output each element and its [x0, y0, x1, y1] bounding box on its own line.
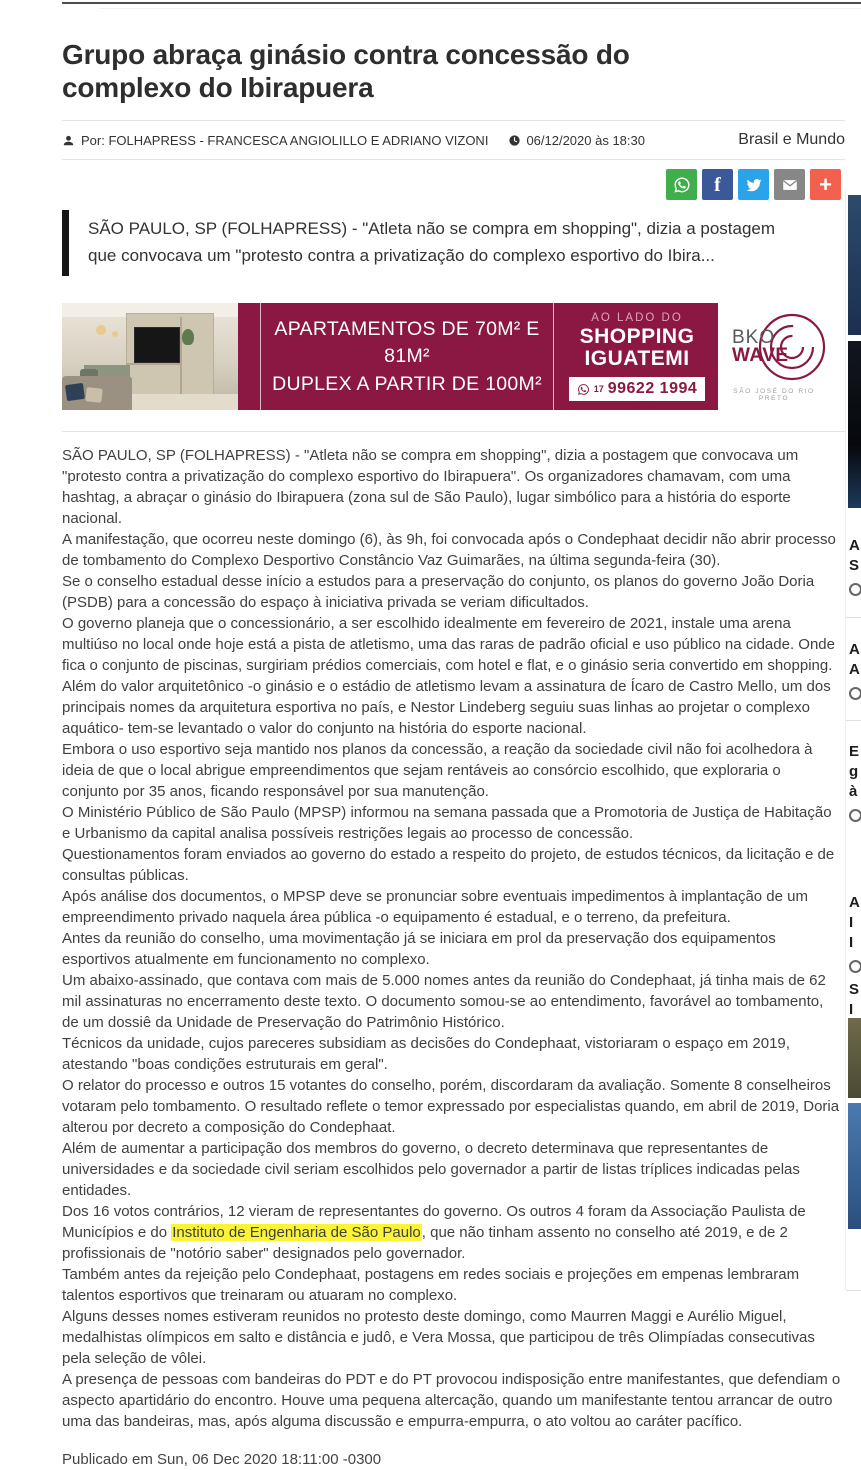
headline-fragment-line: I — [849, 914, 854, 931]
ad-brand-logo — [718, 303, 830, 410]
sidebar-thumbnail[interactable] — [848, 1103, 861, 1229]
author-icon — [62, 134, 75, 147]
photo-detail — [96, 325, 106, 335]
headline-fragment-line: S — [849, 981, 860, 998]
article-paragraph: A presença de pessoas com bandeiras do PDT e do PT provocou indisposição entre manifestantes, que defendiam o aspecto apartidário do encontro. Houve uma pequena altercação, quando um manifestante tentou arrancar de outro uma das bandeiras, mas, após alguma discussão e empurra-empurra, o ato voltou ao caráter pacífico. — [62, 1371, 841, 1431]
publish-datetime: 06/12/2020 às 18:30 — [526, 132, 645, 148]
article-paragraph: Questionamentos foram enviados ao governo do estado a respeito do projeto, de estudos técnicos, da licitação e de consultas públicas. — [62, 846, 835, 885]
photo-detail — [65, 383, 85, 401]
sidebar-headline-fragment[interactable] — [849, 893, 861, 973]
sidebar-thumbnail[interactable] — [848, 1018, 861, 1098]
headline-fragment-line: S — [849, 557, 860, 574]
photo-detail — [182, 329, 194, 345]
share-more-button[interactable] — [810, 169, 841, 200]
article-paragraph: Embora o uso esportivo seja mantido nos planos da concessão, a reação da sociedade civil não foi acolhedora à ideia de que o local abrigue empreendimentos que sejam rentáveis ao consórcio escolhido, que exploraria o conjunto por 35 anos, ficando responsável por sua manutenção. — [62, 741, 813, 801]
brand-bko: BKO — [732, 327, 776, 349]
headline-fragment-line: à — [849, 783, 858, 800]
share-whatsapp-button[interactable] — [666, 169, 697, 200]
byline-row — [62, 121, 845, 159]
ad-kicker: AO LADO DO — [591, 312, 683, 325]
article-paragraph: O Ministério Público de São Paulo (MPSP) informou na semana passada que a Promotoria de Justiça de Habitação e Urbanismo da capital analisa possíveis restrições legais ao processo de concessão. — [62, 804, 832, 843]
ad-side-panel — [568, 312, 706, 401]
article-paragraph-with-highlight — [62, 1201, 841, 1264]
ad-banner[interactable] — [62, 303, 830, 410]
clock-icon — [849, 687, 861, 700]
ad-shopping-line: SHOPPING — [579, 325, 695, 349]
sidebar-headline-fragment[interactable] — [849, 980, 861, 1020]
headline-fragment-line: g — [849, 763, 859, 780]
ad-photo — [62, 303, 238, 410]
clock-icon — [508, 134, 521, 147]
photo-detail — [134, 327, 180, 363]
article-excerpt: SÃO PAULO, SP (FOLHAPRESS) - "Atleta não se compra em shopping", dizia a postagem que convocava um "protesto contra a privatização do complexo esportivo do Ibira... — [62, 210, 788, 276]
article-paragraph: A manifestação, que ocorreu neste domingo (6), às 9h, foi convocada após o Condephaat decidir não abrir processo de tombamento do Complexo Desportivo Constâncio Vaz Guimarães, na última segunda-feira (30). — [62, 531, 836, 570]
article-paragraph: Um abaixo-assinado, que contava com mais de 5.000 nomes antes da reunião do Condephaat, já tinha mais de 62 mil assinaturas no encerramento deste texto. O documento somou-se ao entendimento, favorável ao tombamento, de um dossiê da Unidade de Preservação do Patrimônio Histórico. — [62, 972, 826, 1032]
sidebar-divider — [846, 720, 861, 721]
paragraph-text: , que não tinham assento no conselho até 2019, e de 2 profissionais de "notório saber" designados pelo governador. — [62, 1224, 788, 1263]
photo-detail — [180, 317, 182, 397]
article-paragraph: Se o conselho estadual desse início a estudos para a preservação do conjunto, os planos do governo João Doria (PSDB) para a concessão do espaço à iniciativa privada se veriam dificultados. — [62, 573, 815, 612]
brand-wordmark — [732, 329, 789, 365]
clock-icon — [849, 960, 861, 973]
whatsapp-icon — [673, 176, 691, 194]
share-facebook-button[interactable] — [702, 169, 733, 200]
share-bar — [62, 169, 841, 200]
article-paragraph: Alguns desses nomes estiveram reunidos no protesto deste domingo, como Maurren Maggi e Aurélio Miguel, medalhistas olímpicos em salto e distância e judô, e Vera Mossa, que participou de três Olimpíadas consecutivas pela seleção de vôlei. — [62, 1308, 815, 1368]
sidebar-thumbnail[interactable] — [848, 341, 861, 508]
article-paragraph: Após análise dos documentos, o MPSP deve se pronunciar sobre eventuais impedimentos à implantação de um empreendimento privado naquela área pública -o equipamento é estadual, e o terreno, da prefeitura. — [62, 888, 808, 927]
sidebar-divider — [846, 617, 861, 618]
published-line: Publicado em Sun, 06 Dec 2020 18:11:00 -0300 — [62, 1451, 382, 1469]
plus-icon: + — [819, 171, 832, 197]
sidebar-thumbnail[interactable] — [848, 195, 861, 335]
headline-fragment-line: E — [849, 743, 860, 760]
ad-iguatemi-line: IGUATEMI — [584, 347, 690, 371]
headline-fragment-line: I — [849, 1001, 854, 1018]
email-icon — [781, 176, 799, 194]
divider — [62, 159, 845, 160]
twitter-icon — [745, 176, 763, 194]
datetime-group — [508, 133, 645, 148]
sidebar-divider — [846, 1290, 861, 1291]
byline: Por: FOLHAPRESS - FRANCESCA ANGIOLILLO E ADRIANO VIZONI — [81, 132, 489, 148]
headline-fragment-line: A — [849, 894, 860, 911]
headline-fragment-line: A — [849, 641, 860, 658]
clock-icon — [849, 583, 861, 596]
article-paragraph: SÃO PAULO, SP (FOLHAPRESS) - "Atleta não se compra em shopping", dizia a postagem que convocava um "protesto contra a privatização do complexo esportivo do Ibirapuera". Os organizadores chamavam, com uma hashtag, a abraçar o ginásio do Ibirapuera (zona sul de São Paulo), lugar simbólico para a história do esporte nacional. — [62, 447, 799, 528]
headline-fragment-line: A — [849, 661, 860, 678]
clock-icon — [849, 809, 861, 822]
share-email-button[interactable] — [774, 169, 805, 200]
ad-headline-line2: DUPLEX A PARTIR DE 100M² — [272, 372, 542, 395]
headline-fragment-line: I — [849, 934, 854, 951]
highlighted-text: Instituto de Engenharia de São Paulo — [172, 1224, 421, 1242]
divider — [62, 431, 845, 432]
share-twitter-button[interactable] — [738, 169, 769, 200]
photo-detail — [126, 363, 180, 365]
article-paragraph: Antes da reunião do conselho, uma movimentação já se iniciara em prol da preservação dos equipamentos esportivos atualmente em funcionamento no complexo. — [62, 930, 776, 969]
paragraph-text: Dos 16 votos contrários, 12 vieram de representantes do governo. Os outros 4 foram da Associação Paulista de Municípios e do — [62, 1203, 806, 1242]
page-title: Grupo abraça ginásio contra concessão do complexo do Ibirapuera — [62, 39, 630, 104]
sidebar-headline-fragment[interactable] — [849, 640, 861, 700]
sidebar-headline-fragment[interactable] — [849, 742, 861, 822]
article-paragraph: Técnicos da unidade, cujos pareceres subsidiam as decisões do Condephaat, vistoriaram o espaço em 2019, atestando "boas condições estruturais em geral". — [62, 1035, 790, 1074]
brand-wave: WAVE — [732, 345, 789, 367]
article-paragraph: O governo planeja que o concessionário, a ser escolhido idealmente em fevereiro de 2021, instale uma arena multiúso no local onde hoje está a pista de atletismo, uma das raras de padrão oficial e uso público na cidade. Onde fica o conjunto de piscinas, surgiriam prédios comerciais, com hotel e flat, e o ginásio seria convertido em shopping. — [62, 615, 835, 675]
article-body — [62, 445, 841, 1470]
ad-phone-box — [569, 377, 706, 401]
ad-phone-ddd: 17 — [593, 384, 604, 395]
sidebar-border — [845, 190, 846, 1290]
article-paragraph: O relator do processo e outros 15 votantes do conselho, porém, discordaram da avaliação. Somente 8 conselheiros votaram pelo tombamento. O resultado reflete o temor expressado por especialistas quando, em abril de 2019, Doria alterou por decreto a composição do Condephaat. — [62, 1077, 840, 1137]
brand-city: SÃO JOSÉ DO RIO PRETO — [733, 388, 815, 403]
article-paragraph: Além de aumentar a participação dos membros do governo, o decreto determinava que representantes de universidades e da sociedade civil seriam escolhidos pelo governador a partir de listas tríplices indicadas pelas entidades. — [62, 1140, 800, 1200]
ad-headline-box — [260, 302, 554, 412]
category-link[interactable]: Brasil e Mundo — [738, 131, 845, 149]
sidebar-headline-fragment[interactable] — [849, 536, 861, 596]
ad-maroon-panel — [238, 303, 718, 410]
facebook-icon: f — [714, 173, 721, 196]
photo-detail — [85, 388, 102, 404]
ad-phone-number: 99622 1994 — [607, 380, 698, 398]
ad-headline-line1: APARTAMENTOS DE 70M² E 81M² — [274, 318, 540, 368]
whatsapp-icon — [577, 383, 590, 396]
photo-detail — [122, 394, 238, 410]
headline-fragment-line: A — [849, 537, 860, 554]
article-page — [62, 0, 845, 1470]
article-paragraph: Além do valor arquitetônico -o ginásio e o estádio de atletismo levam a assinatura de Ícaro de Castro Mello, um dos principais nomes da arquitetura esportiva no país, e Nestor Lindeberg seguiu suas linhas ao projetar o complexo aquático- tem-se levantado o valor do conjunto na história do esporte nacional. — [62, 678, 831, 738]
article-paragraph: Também antes da rejeição pelo Condephaat, postagens em redes sociais e projeções em empenas lembraram talentos esportivos que treinaram ou atuaram no complexo. — [62, 1266, 800, 1305]
